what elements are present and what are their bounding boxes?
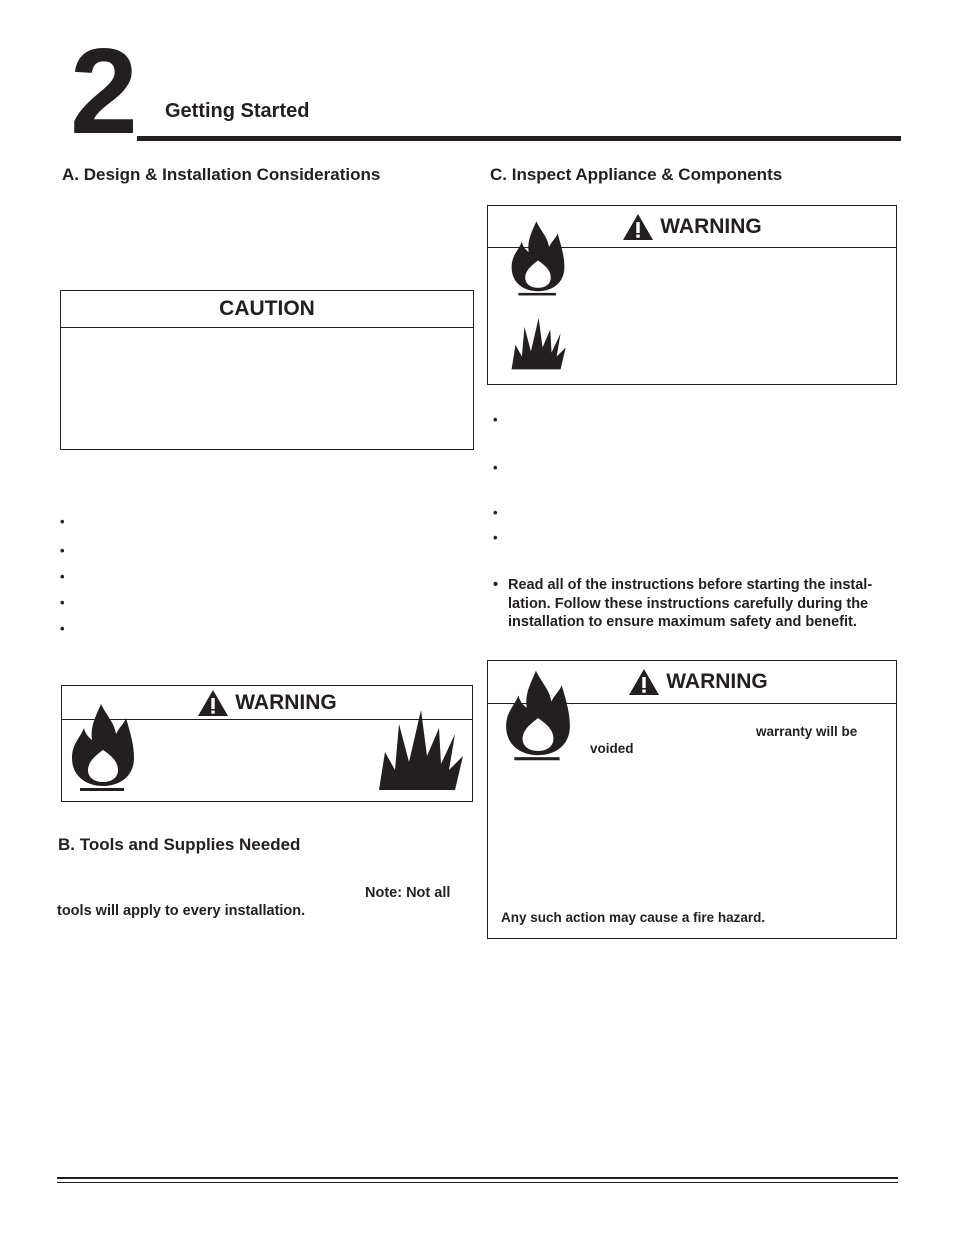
- warning-triangle-icon: [622, 213, 654, 241]
- warning-label-left: WARNING: [235, 690, 337, 714]
- bullet-c3: •: [493, 505, 498, 520]
- bullet-a4: •: [60, 595, 65, 610]
- chapter-title: Getting Started: [165, 100, 310, 122]
- caution-box: [60, 290, 474, 450]
- flame-icon: [68, 700, 138, 794]
- section-b-heading: B. Tools and Supplies Needed: [58, 835, 301, 854]
- bullet-a3: •: [60, 569, 65, 584]
- warning-triangle-icon: [628, 668, 660, 696]
- footer-rule: [57, 1177, 898, 1179]
- tools-note-line2: tools will apply to every installation.: [57, 903, 306, 919]
- bullet-a1: •: [60, 514, 65, 529]
- section-a-heading: A. Design & Installation Considerations: [62, 165, 381, 184]
- bullet-c2: •: [493, 460, 498, 475]
- chapter-number: 2: [70, 23, 134, 159]
- bullet-a2: •: [60, 543, 65, 558]
- read-all-bullet: •: [493, 577, 499, 593]
- warning-label-right-top: WARNING: [660, 214, 762, 238]
- bullet-a5: •: [60, 621, 65, 636]
- explosion-icon: [375, 704, 465, 794]
- warning-triangle-icon: [197, 689, 229, 717]
- bullet-c4: •: [493, 530, 498, 545]
- warning-box-right-top: [487, 205, 897, 385]
- caution-header: [61, 291, 473, 328]
- read-all-line3: installation to ensure maximum safety and benefit.: [508, 614, 857, 630]
- chapter-rule: [137, 136, 901, 141]
- warning-label-right-bottom: WARNING: [666, 670, 768, 693]
- caution-label: CAUTION: [219, 297, 315, 320]
- flame-icon: [508, 218, 568, 298]
- bullet-c1: •: [493, 412, 498, 427]
- footer-rule-thin: [57, 1182, 898, 1183]
- warning-box-right-bottom: [487, 660, 897, 939]
- explosion-icon: [508, 314, 568, 372]
- warranty-text: warranty will be: [756, 724, 858, 739]
- voided-text: voided: [590, 741, 634, 756]
- warning-box-left: [61, 685, 473, 802]
- read-all-line2: lation. Follow these instructions carefully during the: [508, 596, 869, 612]
- flame-icon: [502, 665, 574, 765]
- section-c-heading: C. Inspect Appliance & Components: [490, 165, 783, 184]
- tools-note-line1: Note: Not all: [365, 885, 451, 901]
- read-all-line1: Read all of the instructions before starting the instal-: [508, 577, 873, 593]
- fire-hazard-text: Any such action may cause a fire hazard.: [501, 910, 766, 925]
